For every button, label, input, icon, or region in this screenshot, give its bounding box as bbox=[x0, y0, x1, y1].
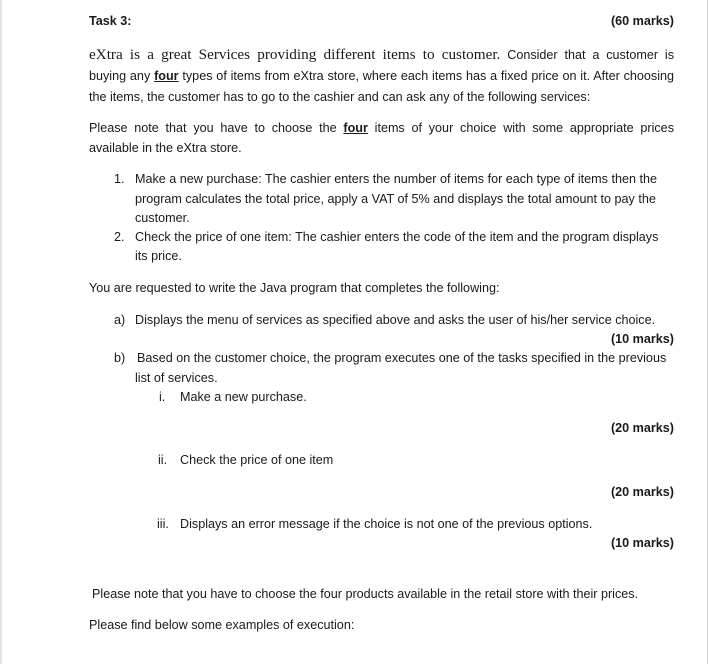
service-1-line-2: program calculates the total price, apply a VAT of 5% and displays the total amount to pay the bbox=[135, 192, 656, 206]
service-1-marker: 1. bbox=[114, 172, 125, 186]
sub-iii-marks: (10 marks) bbox=[610, 536, 674, 550]
examples-text: Please find below some examples of execution: bbox=[89, 618, 355, 632]
sub-i-marks: (20 marks) bbox=[610, 421, 674, 435]
sub-iii-text: Displays an error message if the choice is not one of the previous options. bbox=[180, 517, 593, 531]
part-b-line-1: Based on the customer choice, the program executes one of the tasks specified in the previous bbox=[137, 351, 667, 365]
note1-line-1 bbox=[89, 120, 674, 136]
intro-emphasis-four: four bbox=[154, 69, 179, 83]
requested-text: You are requested to write the Java program that completes the following: bbox=[89, 281, 500, 295]
note1-line-1-start: Please note that you have to choose the bbox=[89, 121, 337, 135]
intro-line-1-serif: eXtra is a great Services providing different items to customer. bbox=[89, 46, 501, 63]
note1-line-2: available in the eXtra store. bbox=[89, 141, 242, 155]
intro-line-2 bbox=[89, 68, 674, 84]
intro-line-1-rest: Consider that a customer is bbox=[507, 48, 674, 62]
part-a-marker: a) bbox=[114, 313, 126, 327]
task-marks: (60 marks) bbox=[610, 14, 674, 28]
service-2-line-1: Check the price of one item: The cashier enters the code of the item and the program displays bbox=[135, 230, 659, 244]
note1-emphasis-four: four bbox=[343, 121, 368, 135]
sub-i-marker: i. bbox=[159, 390, 166, 404]
intro-line-3: the items, the customer has to go to the cashier and can ask any of the following services: bbox=[89, 90, 591, 104]
intro-line-1 bbox=[89, 47, 674, 63]
note2-text: Please note that you have to choose the four products available in the retail store with their prices. bbox=[92, 587, 639, 601]
intro-line-2-start: buying any bbox=[89, 69, 151, 83]
intro-line-2-end: types of items from eXtra store, where each items has a fixed price on it. After choosing bbox=[182, 69, 675, 83]
service-1-line-3: customer. bbox=[135, 211, 190, 225]
sub-iii-marker: iii. bbox=[157, 517, 169, 531]
part-b-line-2: list of services. bbox=[135, 371, 218, 385]
part-a-marks: (10 marks) bbox=[610, 332, 674, 346]
part-a-text: Displays the menu of services as specified above and asks the user of his/her service choice. bbox=[135, 313, 656, 327]
service-2-line-2: its price. bbox=[135, 249, 182, 263]
part-b-marker: b) bbox=[114, 351, 126, 365]
task-title: Task 3: bbox=[89, 14, 132, 28]
sub-ii-marker: ii. bbox=[158, 453, 168, 467]
sub-ii-text: Check the price of one item bbox=[180, 453, 334, 467]
sub-ii-marks: (20 marks) bbox=[610, 485, 674, 499]
note1-line-1-end: items of your choice with some appropriate prices bbox=[374, 121, 674, 135]
page-left-border bbox=[0, 0, 2, 664]
service-2-marker: 2. bbox=[114, 230, 125, 244]
service-1-line-1: Make a new purchase: The cashier enters the number of items for each type of items then the bbox=[135, 172, 657, 186]
sub-i-text: Make a new purchase. bbox=[180, 390, 307, 404]
